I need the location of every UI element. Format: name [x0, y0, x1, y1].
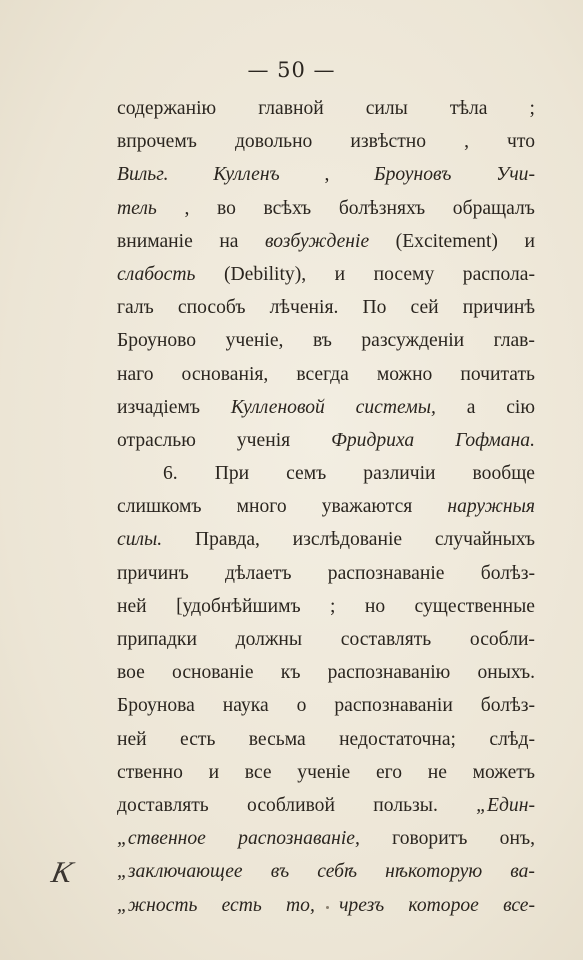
word: вое — [117, 662, 145, 684]
word: его — [375, 761, 402, 783]
word: нѣкоторую — [385, 861, 483, 883]
word: причинѣ — [462, 297, 535, 319]
word: Кулленовой — [230, 396, 325, 418]
word: Гофмана. — [455, 429, 535, 451]
word: причинъ — [117, 562, 189, 584]
word: Броуновъ — [374, 164, 452, 186]
text-line — [117, 358, 535, 391]
word: составлять — [340, 629, 432, 650]
word: а — [466, 396, 476, 418]
word: распознаваніе, — [238, 828, 360, 850]
word: Правда, — [194, 529, 260, 551]
word: силы. — [117, 529, 163, 551]
text-line — [117, 490, 535, 523]
word: довольно — [234, 131, 313, 153]
word: возбужденіе — [265, 230, 370, 252]
word: болѣзняхъ — [338, 197, 426, 219]
word: всѣхъ — [263, 197, 312, 219]
word: распола- — [462, 263, 535, 285]
word: особливой — [247, 794, 335, 816]
paper-speck — [326, 906, 329, 909]
word: ; — [529, 98, 535, 119]
text-line — [117, 523, 535, 556]
word: наружныя — [447, 496, 535, 518]
word: болѣз- — [480, 562, 535, 584]
word: семъ — [286, 463, 327, 485]
word: ученіе — [297, 761, 351, 783]
text-line — [117, 192, 535, 225]
word: галъ — [117, 297, 154, 319]
text-line — [117, 258, 535, 291]
word: припадки — [117, 629, 197, 650]
word: есть — [221, 894, 262, 916]
word: „Един- — [476, 794, 535, 816]
text-line — [117, 291, 535, 324]
text-line — [117, 324, 535, 357]
word: тель — [117, 197, 157, 219]
word: основанія, — [181, 363, 269, 385]
body-text — [117, 92, 535, 922]
word: но — [364, 595, 386, 617]
word: , — [324, 164, 330, 186]
word: силы — [365, 98, 408, 119]
word: наука — [222, 695, 269, 717]
word: „заключающее — [117, 861, 243, 883]
word: распознаваніе — [327, 562, 445, 584]
word: онъ, — [499, 828, 535, 850]
word: о — [296, 695, 307, 717]
word: ней — [117, 595, 147, 617]
word: ученія — [236, 429, 291, 451]
word: вниманіе — [117, 230, 193, 252]
word: и — [334, 263, 346, 285]
word: все — [244, 761, 272, 783]
word: оныхъ. — [477, 662, 535, 684]
text-line — [117, 623, 535, 656]
word: , — [464, 131, 469, 153]
text-line — [117, 92, 535, 125]
word: главной — [258, 98, 324, 119]
word: распознаваніи — [334, 695, 453, 717]
word: Кулленъ — [213, 164, 280, 186]
word: тѣла — [449, 98, 488, 119]
word: себѣ — [317, 861, 358, 883]
word: весьма — [248, 728, 306, 750]
word: глав- — [493, 330, 535, 352]
word: ; — [330, 595, 336, 617]
word: чрезъ — [339, 894, 385, 916]
word: что — [507, 131, 535, 153]
page-number: — 50 — — [247, 58, 336, 82]
text-line — [117, 457, 535, 490]
word: распознаванію — [327, 662, 451, 684]
text-line — [117, 822, 535, 855]
text-line — [117, 689, 535, 722]
word: существенные — [414, 595, 535, 617]
text-line — [117, 424, 535, 457]
word: Вильг. — [117, 164, 169, 186]
word: различіи — [363, 463, 436, 485]
word: можетъ — [472, 761, 535, 783]
word: лѣченія. — [269, 297, 339, 319]
word: пользы. — [373, 794, 438, 816]
word: во — [216, 197, 236, 219]
word: должны — [235, 629, 303, 650]
word: особли- — [469, 629, 535, 650]
word: всегда — [296, 363, 349, 385]
word: Учи- — [496, 164, 535, 186]
word: дѣлаетъ — [225, 562, 292, 584]
word: почитать — [460, 363, 535, 385]
word: извѣстно — [350, 131, 427, 153]
word: наго — [117, 363, 154, 385]
word: способъ — [177, 297, 246, 319]
text-line — [117, 789, 535, 822]
word: , — [184, 197, 190, 219]
word: основаніе — [172, 662, 254, 684]
text-line — [117, 225, 535, 258]
word: въ — [270, 861, 290, 883]
word: (Excitement) — [395, 230, 498, 252]
word: ученіе, — [225, 330, 284, 352]
word: изчадіемъ — [117, 396, 201, 418]
word: По — [362, 297, 387, 319]
text-line — [117, 656, 535, 689]
word: ва- — [510, 861, 535, 883]
margin-mark: K — [48, 856, 76, 889]
word: не — [427, 761, 447, 783]
word: слѣд- — [489, 728, 535, 750]
text-line — [117, 391, 535, 424]
word: есть — [180, 728, 216, 750]
word: и — [524, 230, 535, 252]
word: При — [214, 463, 250, 485]
word: разсужденіи — [361, 330, 465, 352]
word: изслѣдованіе — [292, 529, 403, 551]
word: обращалъ — [452, 197, 535, 219]
word: все- — [503, 894, 535, 916]
word: слабость — [117, 263, 196, 285]
word: [удобнѣйшимъ — [176, 595, 301, 617]
word: сію — [506, 396, 535, 418]
text-line — [117, 723, 535, 756]
word: ней — [117, 728, 147, 750]
word: слишкомъ — [117, 496, 202, 518]
word: содержанію — [117, 98, 217, 119]
word: много — [236, 496, 287, 518]
word: „жность — [117, 894, 198, 916]
word: которое — [408, 894, 479, 916]
word: вообще — [472, 463, 535, 485]
text-line — [117, 557, 535, 590]
word: въ — [312, 330, 332, 352]
word: Броуново — [117, 330, 197, 352]
word: случайныхъ — [434, 529, 535, 551]
word: (Debility), — [223, 263, 307, 285]
word: недостаточна; — [339, 728, 457, 750]
word: впрочемъ — [117, 131, 197, 153]
word: Броунова — [117, 695, 195, 717]
text-line — [117, 158, 535, 191]
word: Фридриха — [331, 429, 415, 451]
text-line — [117, 590, 535, 623]
word: на — [219, 230, 239, 252]
text-line — [117, 756, 535, 789]
word: къ — [280, 662, 301, 684]
word: 6. — [163, 463, 178, 485]
word: сей — [410, 297, 439, 319]
word: „ственное — [117, 828, 206, 850]
word: системы, — [355, 396, 436, 418]
word: доставлять — [117, 794, 209, 816]
word: посему — [373, 263, 435, 285]
word: отраслью — [117, 429, 196, 451]
word: уважаются — [321, 496, 413, 518]
word: то, — [286, 894, 315, 916]
word: говоритъ — [392, 828, 468, 850]
word: болѣз- — [480, 695, 535, 717]
text-line — [117, 855, 535, 888]
text-line — [117, 125, 535, 158]
word: можно — [376, 363, 433, 385]
word: и — [208, 761, 220, 783]
word: ственно — [117, 761, 183, 783]
